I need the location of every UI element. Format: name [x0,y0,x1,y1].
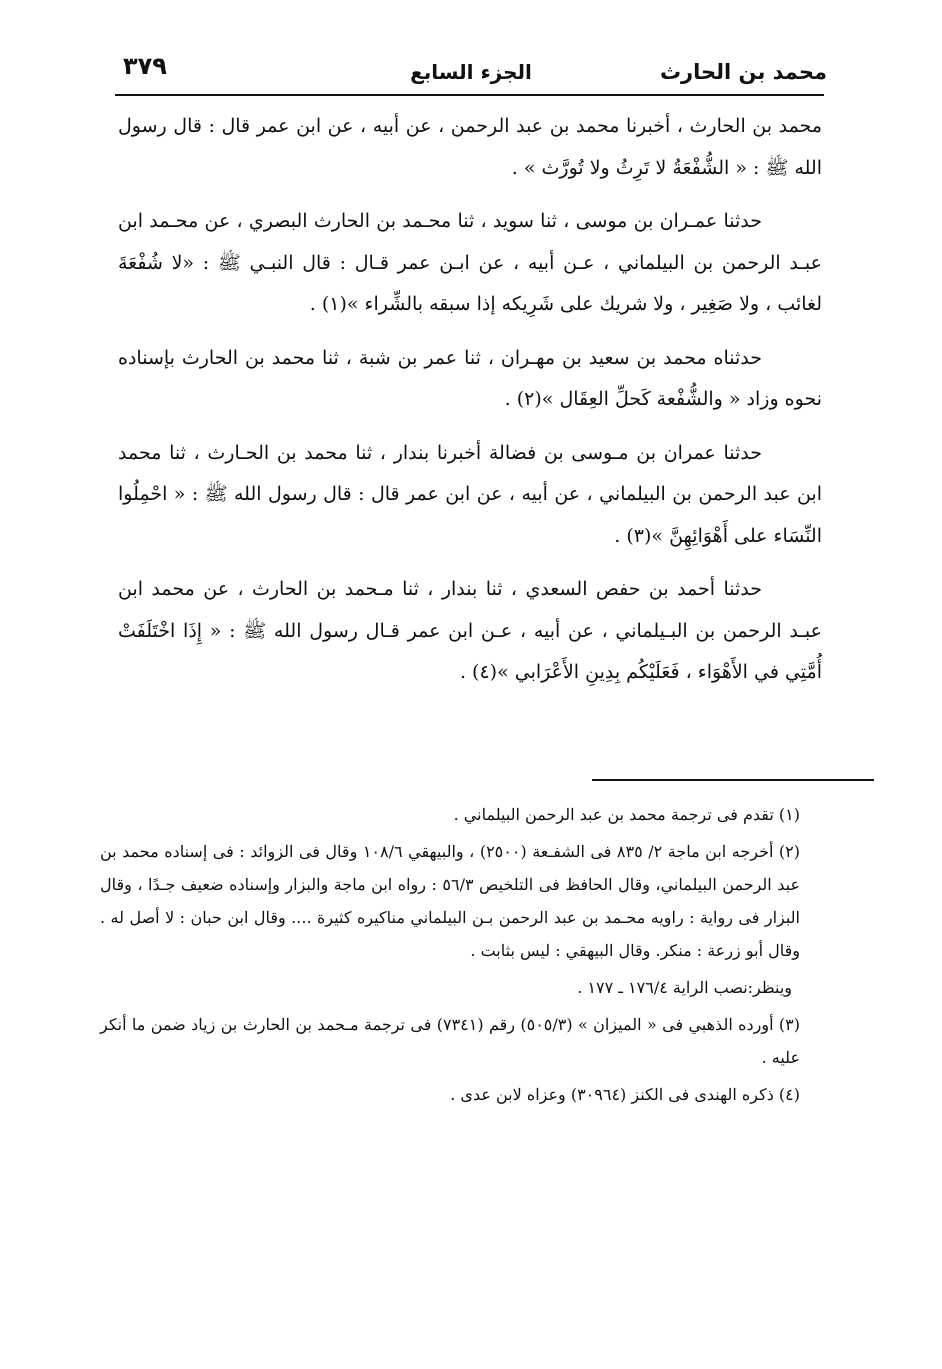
page-number: ٣٧٩ [123,52,167,80]
paragraph: حدثنا أحمد بن حفص السعدي ، ثنا بندار ، ثنا مـحمد بن الحارث ، عن محمد ابن عبـد الرحمن بن البـيلماني ، عن أبيه ، عـن ابن عمر قـال رسول الله ﷺ : « إِذَا اخْتَلَفَتْ أُمَّتِي في الأَهْوَاء ، فَعَلَيْكُم بِدِينِ الأَعْرَابي »(٤) . [118,578,822,683]
paragraph: حدثناه محمد بن سعيد بن مهـران ، ثنا عمر بن شبة ، ثنا محمد بن الحارث بإسناده نحوه وزاد « والشُّفْعة كَحلِّ العِقَال »(٢) . [118,346,822,410]
part-title: الجزء السابع [410,60,532,84]
footnote: وينظر:نصب الراية ١٧٦/٤ ـ ١٧٧ . [577,978,792,997]
main-text [118,106,822,706]
footnote: (١) تقدم فى ترجمة محمد بن عبد الرحمن البيلماني . [453,805,800,824]
paragraph: حدثنا عمـران بن موسى ، ثنا سويد ، ثنا محـمد بن الحارث البصري ، عن محـمد ابن عبـد الرحمن بن البيلماني ، عـن أبيه ، عن ابـن عمر قـال : قال النبـي ﷺ : «لا شُفْعَةَ لغائب ، ولا صَغِير ، ولا شريك على شَرِيكه إذا سبقه بالشِّراء »(١) . [118,210,822,315]
footnote-separator [592,779,874,781]
running-title: محمد بن الحارث [659,60,827,84]
footnote: (٤) ذكره الهندى فى الكنز (٣٠٩٦٤) وعزاه لابن عدى . [450,1085,800,1104]
header-rule [115,94,824,96]
footnotes [100,798,822,1115]
footnote: (٢) أخرجه ابن ماجة ٢/ ٨٣٥ فى الشفـعة (٢٥٠٠) ، والبيهقي ١٠٨/٦ وقال فى الزوائد : فى إسناده محمد بن عبد الرحمن البيلماني، وقال الحافظ فى التلخيص ٥٦/٣ : رواه ابن ماجة والبزار وإسناده ضعيف جـدًا ، وقال البزار فى رواية : راويه محـمد بن عبد الرحمن بـن البيلماني مناكيره كثيرة .... وقال ابن حبان : لا أصل له . وقال أبو زرعة : منكر. وقال البيهقي : ليس بثابت . [100,842,801,960]
footnote: (٣) أورده الذهبي فى « الميزان » (٥٠٥/٣) رقم (٧٣٤١) فى ترجمة مـحمد بن الحارث بن زياد ضمن ما أنكر عليه . [100,1015,801,1067]
paragraph: حدثنا عمران بن مـوسى بن فضالة أخبرنا بندار ، ثنا محمد بن الحـارث ، ثنا محمد ابن عبد الرحمن بن البيلماني ، عن أبيه ، عن ابن عمر قال : قال رسول الله ﷺ : « احْمِلُوا النِّسَاء على أَهْوَائِهِنَّ »(٣) . [118,441,822,547]
paragraph: محمد بن الحارث ، أخبرنا محمد بن عبد الرحمن ، عن أبيه ، عن ابن عمر قال : قال رسول الله ﷺ : « الشُّفْعَةُ لا تَرِثُ ولا تُورَّث » . [118,115,822,179]
page-header [115,52,827,92]
